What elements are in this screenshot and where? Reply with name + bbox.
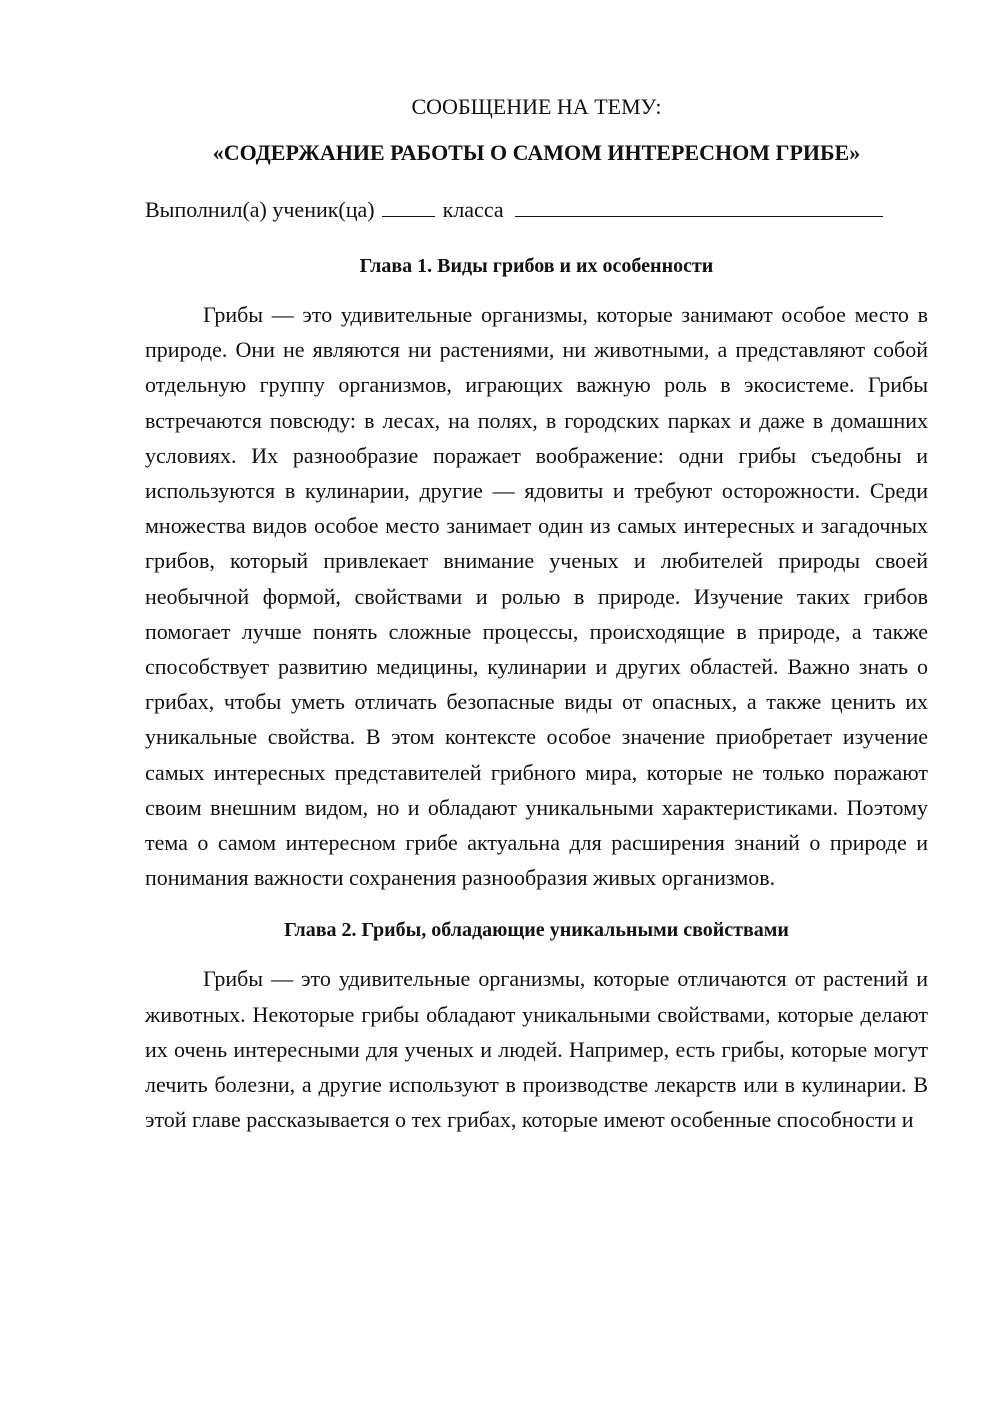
author-class-label: класса bbox=[442, 197, 504, 222]
chapter-1-title: Глава 1. Виды грибов и их особенности bbox=[359, 255, 714, 277]
author-prefix: Выполнил(а) ученик(ца) bbox=[145, 197, 375, 222]
document-title-line-1: СООБЩЕНИЕ НА ТЕМУ: bbox=[411, 94, 662, 119]
author-line bbox=[145, 194, 928, 225]
grade-blank bbox=[382, 194, 435, 217]
document-title-line-2: «СОДЕРЖАНИЕ РАБОТЫ О САМОМ ИНТЕРЕСНОМ ГРИБЕ» bbox=[212, 140, 861, 165]
chapter-1-text: Грибы — это удивительные организмы, которые занимают особое место в природе. Они не являются ни растениями, ни животными, а представляют собой отдельную группу организмов, играющих важную роль в экосистеме. Грибы встречаются повсюду: в лесах, на полях, в городских парках и даже в домашних условиях. Их разнообразие поражает воображение: одни грибы съедобны и используются в кулинарии, другие — ядовиты и требуют осторожности. Среди множества видов особое место занимает один из самых интересных и загадочных грибов, который привлекает внимание ученых и любителей природы своей необычной формой, свойствами и ролью в природе. Изучение таких грибов помогает лучше понять сложные процессы, происходящие в природе, а также способствует развитию медицины, кулинарии и других областей. Важно знать о грибах, чтобы уметь отличать безопасные виды от опасных, а также ценить их уникальные свойства. В этом контексте особое значение приобретает изучение самых интересных представителей грибного мира, которые не только поражают своим внешним видом, но и обладают уникальными характеристиками. Поэтому тема о самом интересном грибе актуальна для расширения знаний о природе и понимания важности сохранения разнообразия живых организмов. bbox=[145, 302, 928, 891]
chapter-2-text: Грибы — это удивительные организмы, которые отличаются от растений и животных. Некоторые грибы обладают уникальными свойствами, которые делают их очень интересными для ученых и людей. Например, есть грибы, которые могут лечить болезни, а другие используют в производстве лекарств или в кулинарии. В этой главе рассказывается о тех грибах, которые имеют особенные способности и bbox=[145, 966, 928, 1133]
chapter-2-title: Глава 2. Грибы, обладающие уникальными свойствами bbox=[284, 919, 789, 942]
name-blank bbox=[515, 194, 883, 217]
document-page bbox=[145, 92, 928, 1137]
